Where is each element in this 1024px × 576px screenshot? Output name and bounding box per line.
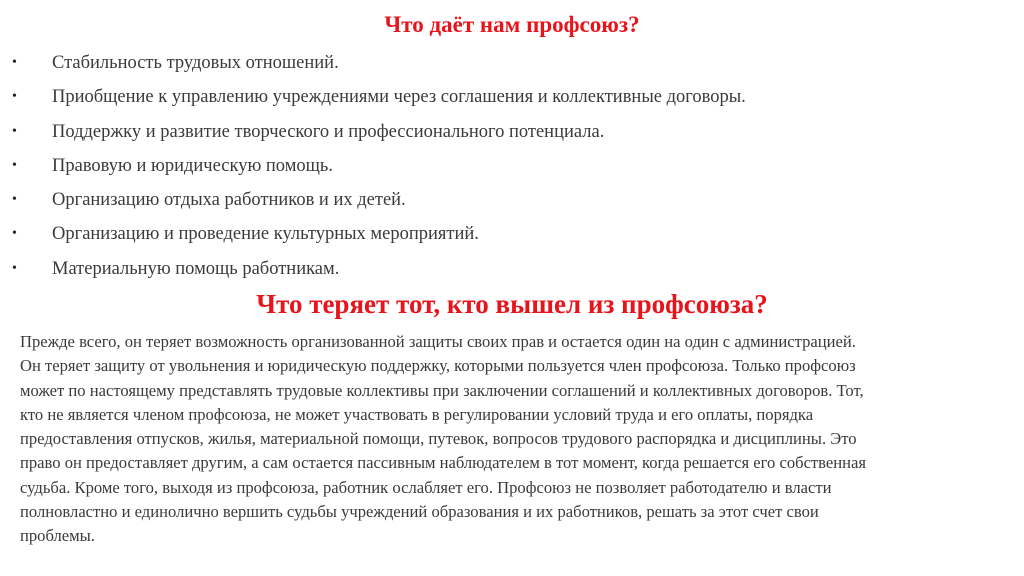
benefits-list	[12, 48, 1012, 288]
paragraph-line: судьба. Кроме того, выходя из профсоюза, работник ослабляет его. Профсоюз не позволяет работодателю и власти	[20, 477, 832, 497]
list-item	[12, 48, 1012, 82]
benefit-text: Организацию отдыха работников и их детей.	[52, 190, 406, 211]
paragraph-line: кто не является членом профсоюза, не может участвовать в регулировании условий труда и его оплаты, порядка	[20, 404, 814, 424]
list-item	[12, 185, 1012, 219]
benefit-text: Стабильность трудовых отношений.	[52, 53, 339, 73]
loss-paragraph	[20, 330, 1010, 549]
bullet-icon: •	[12, 123, 17, 139]
benefit-text: Приобщение к управлению учреждениями через соглашения и коллективные договоры.	[52, 87, 746, 108]
bullet-icon: •	[12, 89, 17, 105]
bullet-icon: •	[12, 260, 17, 276]
paragraph-line: предоставления отпусков, жилья, материальной помощи, путевок, вопросов трудового распорядка и дисциплины. Это	[20, 429, 857, 449]
list-item	[12, 82, 1012, 116]
list-item	[12, 151, 1012, 185]
bullet-icon: •	[12, 226, 17, 242]
list-item	[12, 117, 1012, 151]
bullet-icon: •	[12, 157, 17, 173]
benefits-heading: Что даёт нам профсоюз?	[384, 12, 640, 37]
bullet-icon: •	[12, 192, 17, 208]
bullet-icon: •	[12, 55, 17, 70]
loss-heading: Что теряет тот, кто вышел из профсоюза?	[256, 289, 768, 319]
list-item	[12, 254, 1012, 288]
benefit-text: Поддержку и развитие творческого и профессионального потенциала.	[52, 121, 605, 142]
paragraph-line: Он теряет защиту от увольнения и юридическую поддержку, которыми пользуется член профсоюза. Только профсоюз	[20, 356, 856, 376]
benefit-text: Материальную помощь работникам.	[52, 258, 340, 279]
paragraph-line: право он предоставляет другим, а сам остается пассивным наблюдателем в тот момент, когда решается его собственная	[20, 453, 867, 473]
benefit-text: Организацию и проведение культурных мероприятий.	[52, 224, 479, 245]
paragraph-line: проблемы.	[20, 526, 95, 546]
paragraph-line: полновластно и единолично вершить судьбы учреждений образования и их работников, решать за этот счет свои	[20, 502, 819, 522]
paragraph-line: может по настоящему представлять трудовые коллективы при заключении соглашений и коллективных договоров. Тот,	[20, 380, 864, 400]
benefit-text: Правовую и юридическую помощь.	[52, 155, 333, 176]
paragraph-line: Прежде всего, он теряет возможность организованной защиты своих прав и остается один на один с администрацией.	[20, 332, 856, 351]
list-item	[12, 219, 1012, 253]
